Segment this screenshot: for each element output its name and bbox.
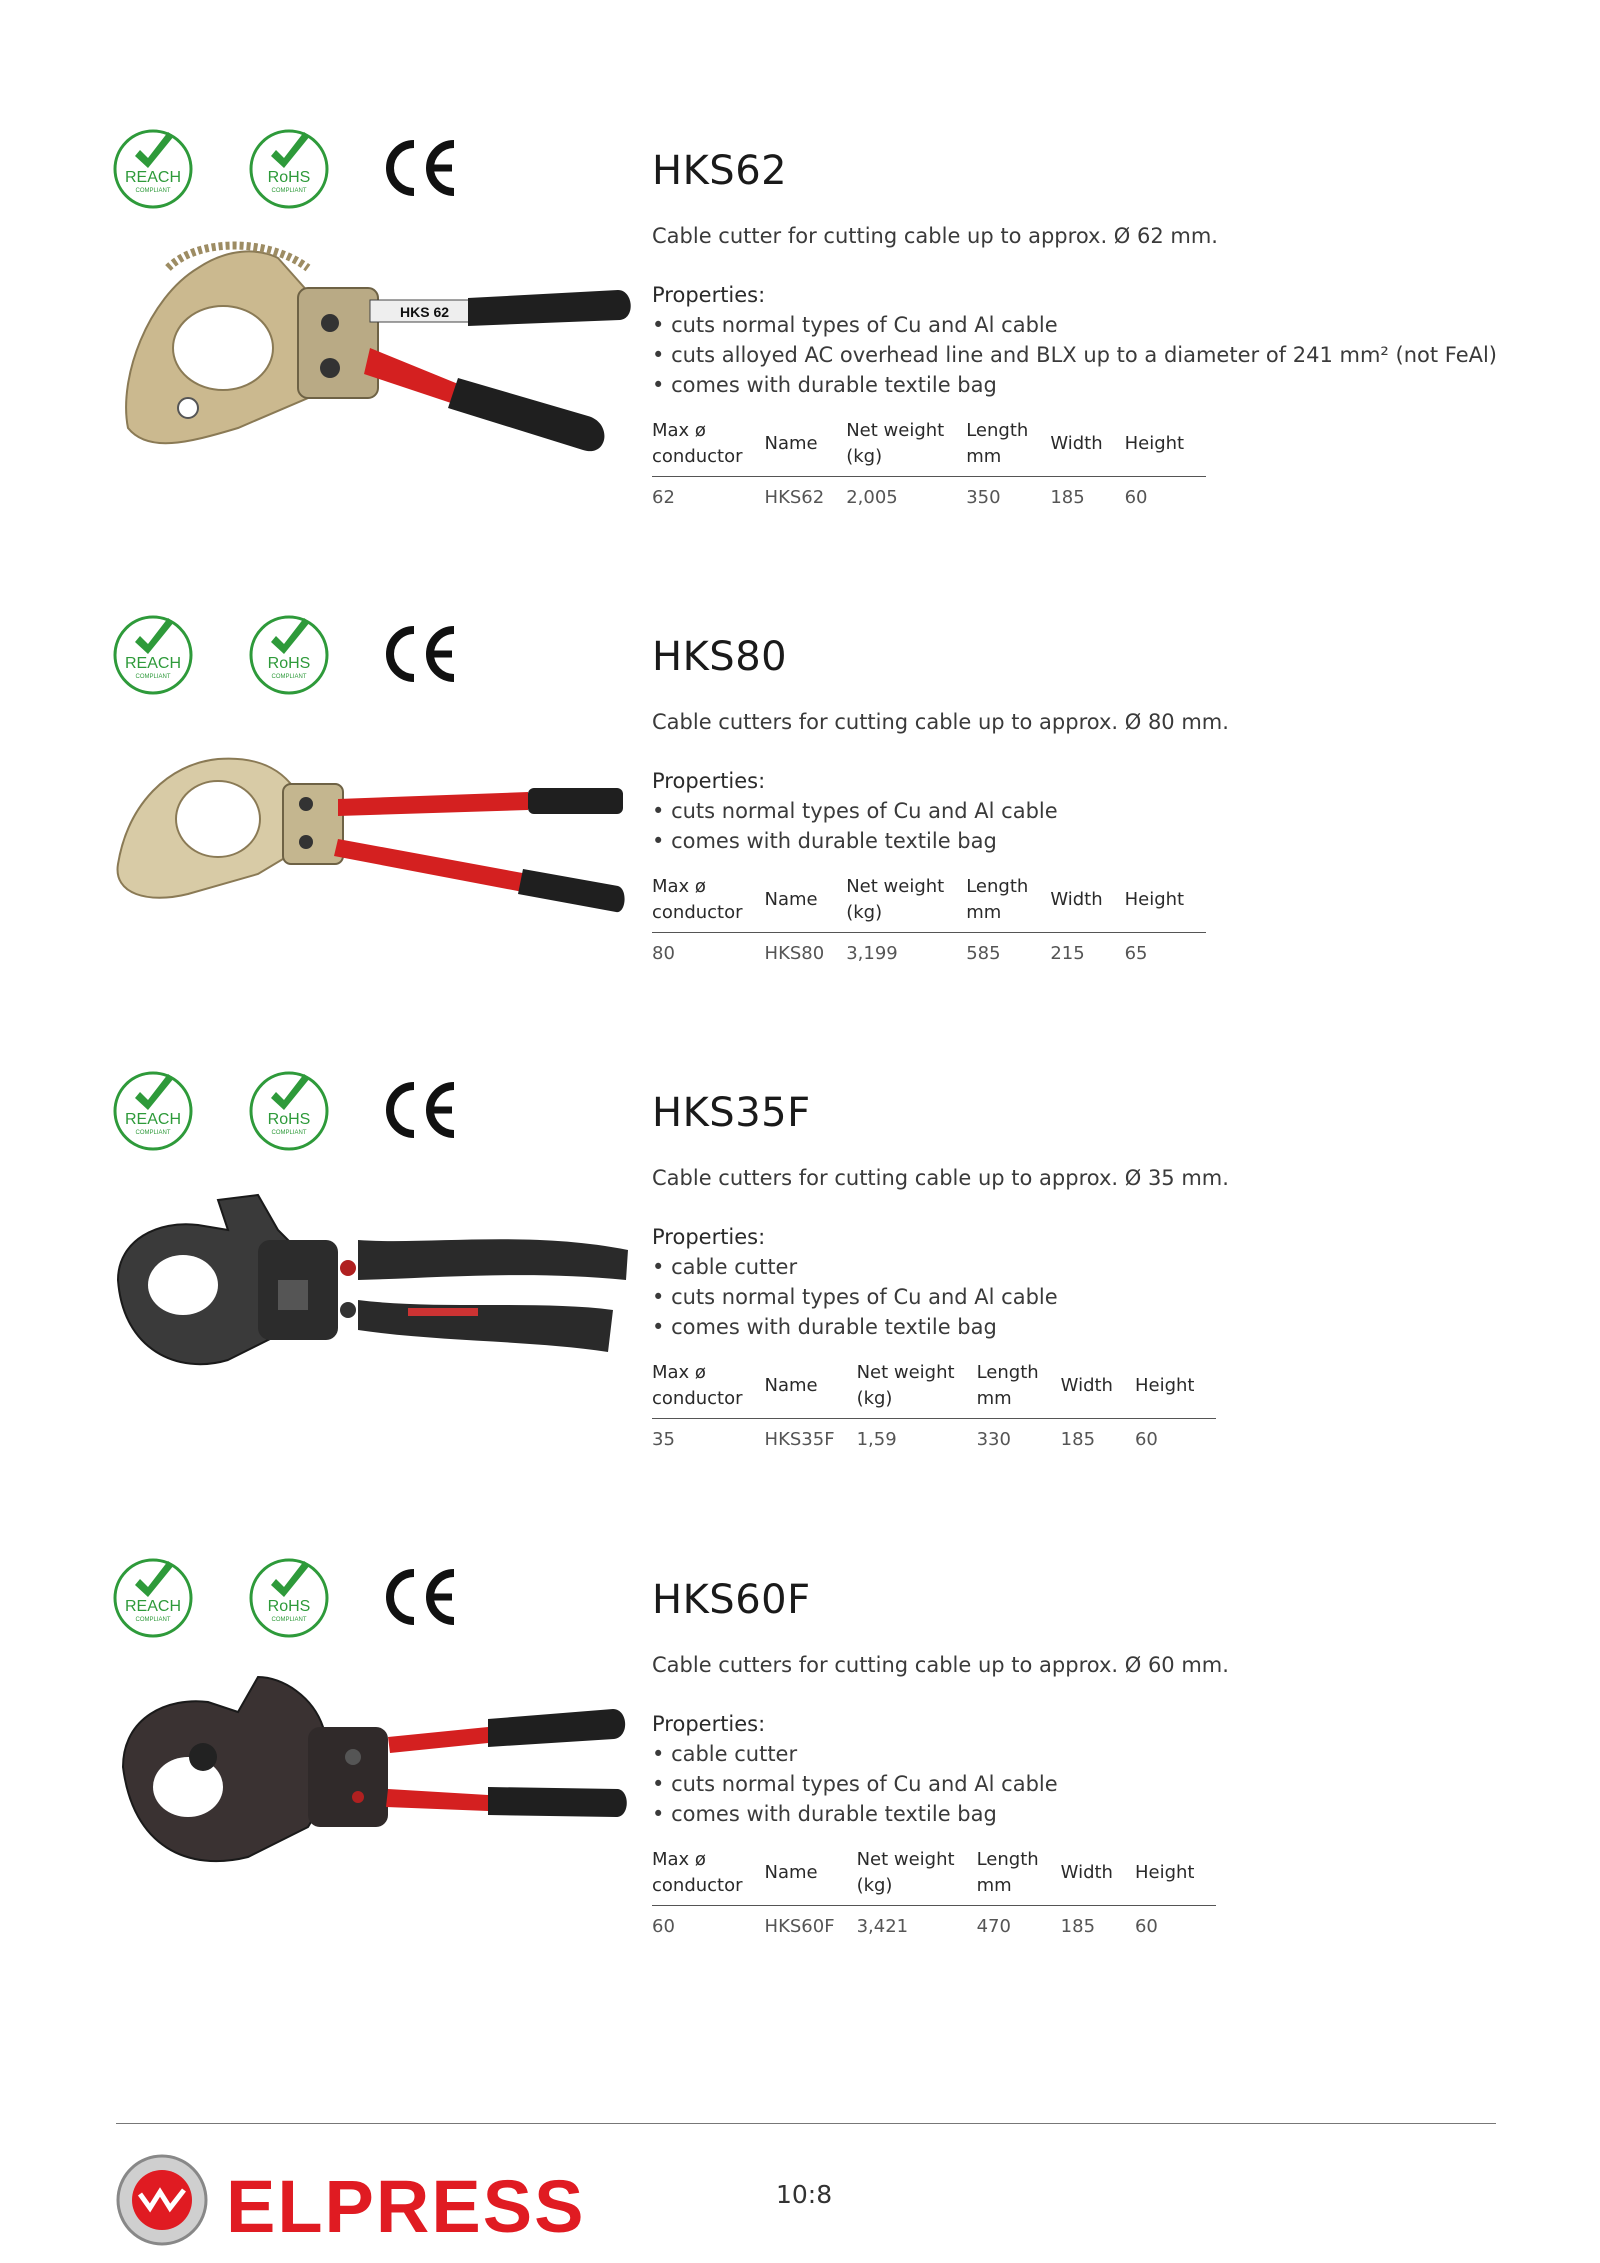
cell-net-weight: 2,005 xyxy=(846,487,898,508)
reach-badge-text: REACH xyxy=(124,1598,182,1615)
header-width: Width xyxy=(1050,418,1124,477)
header-name: Name xyxy=(765,1360,857,1419)
cell-width: 215 xyxy=(1050,943,1085,964)
product-section-hks80 xyxy=(0,614,1600,1074)
product-section-hks35f xyxy=(0,1070,1600,1530)
property-item: • cable cutter xyxy=(652,1252,1058,1282)
property-item: • comes with durable textile bag xyxy=(652,370,1497,400)
rohs-badge-text: RoHS xyxy=(267,655,311,672)
header-net-weight: Net weight (kg) xyxy=(857,1847,977,1906)
header-length: Length mm xyxy=(966,874,1050,933)
product-title: HKS62 xyxy=(652,148,788,194)
reach-compliant-icon xyxy=(112,614,194,696)
property-item: • cuts normal types of Cu and Al cable xyxy=(652,796,1058,826)
rohs-badge-text: RoHS xyxy=(267,1111,311,1128)
cell-max-diameter: 80 xyxy=(652,943,675,964)
footer-divider xyxy=(116,2123,1496,2124)
reach-badge-subtext: COMPLIANT xyxy=(135,188,171,194)
rohs-badge-subtext: COMPLIANT xyxy=(271,188,307,194)
cell-width: 185 xyxy=(1060,1429,1096,1450)
brand-name: ELPRESS xyxy=(226,2165,586,2248)
header-name: Name xyxy=(765,418,847,477)
table-row xyxy=(652,1419,1216,1451)
reach-compliant-icon xyxy=(112,1070,194,1152)
header-max-diameter: Max ø conductor xyxy=(652,1360,765,1419)
compliance-badges xyxy=(112,614,472,704)
header-name: Name xyxy=(765,874,847,933)
rohs-badge-text: RoHS xyxy=(267,169,311,186)
rohs-compliant-icon xyxy=(248,1070,330,1152)
ce-mark-icon xyxy=(380,1565,460,1629)
cell-height: 60 xyxy=(1124,487,1148,508)
reach-badge-text: REACH xyxy=(124,169,182,186)
cell-max-diameter: 62 xyxy=(652,487,675,508)
cell-length: 350 xyxy=(966,487,1001,508)
cell-net-weight: 3,421 xyxy=(856,1916,909,1937)
header-length: Length mm xyxy=(977,1360,1061,1419)
property-item: • comes with durable textile bag xyxy=(652,1312,1058,1342)
property-item: • cable cutter xyxy=(652,1739,1058,1769)
cell-max-diameter: 60 xyxy=(652,1916,675,1937)
cell-name: HKS80 xyxy=(764,943,825,964)
ce-mark-icon xyxy=(380,1078,460,1142)
compliance-badges xyxy=(112,1557,472,1647)
product-description: Cable cutter for cutting cable up to approx. Ø 62 mm. xyxy=(652,224,1218,248)
page-number: 10:8 xyxy=(776,2180,833,2209)
reach-compliant-icon xyxy=(112,128,194,210)
hks62-cable-cutter-image xyxy=(108,228,638,458)
specs-table xyxy=(652,1847,1216,1937)
rohs-compliant-icon xyxy=(248,614,330,696)
product-description: Cable cutters for cutting cable up to approx. Ø 60 mm. xyxy=(652,1653,1229,1677)
property-item: • cuts normal types of Cu and Al cable xyxy=(652,1769,1058,1799)
rohs-compliant-icon xyxy=(248,1557,330,1639)
header-name: Name xyxy=(765,1847,857,1906)
header-length: Length mm xyxy=(966,418,1050,477)
cell-net-weight: 1,59 xyxy=(856,1429,897,1450)
property-item: • cuts alloyed AC overhead line and BLX up to a diameter of 241 mm² (not FeAl) xyxy=(652,340,1497,370)
specs-table xyxy=(652,418,1206,508)
specs-table xyxy=(652,874,1206,964)
ce-mark-icon xyxy=(380,136,460,200)
cell-name: HKS60F xyxy=(764,1916,835,1937)
cell-net-weight: 3,199 xyxy=(846,943,898,964)
product-title: HKS80 xyxy=(652,634,788,680)
properties-list xyxy=(652,796,1058,856)
header-height: Height xyxy=(1125,418,1207,477)
properties-list xyxy=(652,1739,1058,1829)
hks35f-cable-cutter-image xyxy=(108,1170,638,1400)
hks62-tool-label: HKS 62 xyxy=(400,304,450,320)
cell-height: 60 xyxy=(1134,1916,1158,1937)
properties-block xyxy=(652,1222,1058,1342)
properties-block xyxy=(652,766,1058,856)
property-item: • comes with durable textile bag xyxy=(652,826,1058,856)
ce-mark-icon xyxy=(380,622,460,686)
compliance-badges xyxy=(112,128,472,218)
cell-length: 585 xyxy=(966,943,1001,964)
header-width: Width xyxy=(1061,1360,1135,1419)
property-item: • cuts normal types of Cu and Al cable xyxy=(652,310,1497,340)
table-row xyxy=(652,933,1206,965)
cell-length: 470 xyxy=(976,1916,1011,1937)
compliance-badges xyxy=(112,1070,472,1160)
header-max-diameter: Max ø conductor xyxy=(652,418,765,477)
header-height: Height xyxy=(1135,1360,1217,1419)
header-net-weight: Net weight (kg) xyxy=(857,1360,977,1419)
properties-block xyxy=(652,1709,1058,1829)
cell-width: 185 xyxy=(1050,487,1085,508)
property-item: • comes with durable textile bag xyxy=(652,1799,1058,1829)
header-max-diameter: Max ø conductor xyxy=(652,1847,765,1906)
header-length: Length mm xyxy=(977,1847,1061,1906)
product-title: HKS60F xyxy=(652,1577,811,1623)
reach-badge-subtext: COMPLIANT xyxy=(135,1617,171,1623)
header-height: Height xyxy=(1135,1847,1217,1906)
hks80-cable-cutter-image xyxy=(108,714,638,944)
cell-height: 65 xyxy=(1124,943,1148,964)
properties-list xyxy=(652,310,1497,400)
specs-table xyxy=(652,1360,1216,1450)
header-max-diameter: Max ø conductor xyxy=(652,874,765,933)
cell-width: 185 xyxy=(1060,1916,1096,1937)
specs-header-row xyxy=(652,1360,1216,1419)
properties-heading: Properties: xyxy=(652,283,766,307)
header-width: Width xyxy=(1050,874,1124,933)
product-description: Cable cutters for cutting cable up to approx. Ø 80 mm. xyxy=(652,710,1229,734)
reach-badge-subtext: COMPLIANT xyxy=(135,1130,171,1136)
reach-badge-text: REACH xyxy=(124,1111,182,1128)
reach-compliant-icon xyxy=(112,1557,194,1639)
cell-name: HKS35F xyxy=(764,1429,835,1450)
product-section-hks60f xyxy=(0,1557,1600,2017)
rohs-badge-subtext: COMPLIANT xyxy=(271,674,307,680)
property-item: • cuts normal types of Cu and Al cable xyxy=(652,1282,1058,1312)
table-row xyxy=(652,1906,1216,1938)
product-description: Cable cutters for cutting cable up to approx. Ø 35 mm. xyxy=(652,1166,1229,1190)
elpress-logo xyxy=(116,2150,636,2250)
product-title: HKS35F xyxy=(652,1090,811,1136)
header-height: Height xyxy=(1125,874,1207,933)
header-net-weight: Net weight (kg) xyxy=(846,874,966,933)
hks60f-cable-cutter-image xyxy=(108,1657,638,1887)
header-width: Width xyxy=(1061,1847,1135,1906)
table-row xyxy=(652,477,1206,509)
rohs-badge-subtext: COMPLIANT xyxy=(271,1130,307,1136)
rohs-badge-text: RoHS xyxy=(267,1598,311,1615)
cell-length: 330 xyxy=(976,1429,1011,1450)
specs-header-row xyxy=(652,874,1206,933)
header-net-weight: Net weight (kg) xyxy=(846,418,966,477)
properties-list xyxy=(652,1252,1058,1342)
properties-heading: Properties: xyxy=(652,1712,766,1736)
reach-badge-subtext: COMPLIANT xyxy=(135,674,171,680)
specs-header-row xyxy=(652,418,1206,477)
properties-block xyxy=(652,280,1497,400)
product-section-hks62 xyxy=(0,128,1600,588)
reach-badge-text: REACH xyxy=(124,655,182,672)
rohs-compliant-icon xyxy=(248,128,330,210)
rohs-badge-subtext: COMPLIANT xyxy=(271,1617,307,1623)
cell-name: HKS62 xyxy=(764,487,825,508)
specs-header-row xyxy=(652,1847,1216,1906)
properties-heading: Properties: xyxy=(652,769,766,793)
cell-max-diameter: 35 xyxy=(652,1429,675,1450)
properties-heading: Properties: xyxy=(652,1225,766,1249)
cell-height: 60 xyxy=(1134,1429,1158,1450)
